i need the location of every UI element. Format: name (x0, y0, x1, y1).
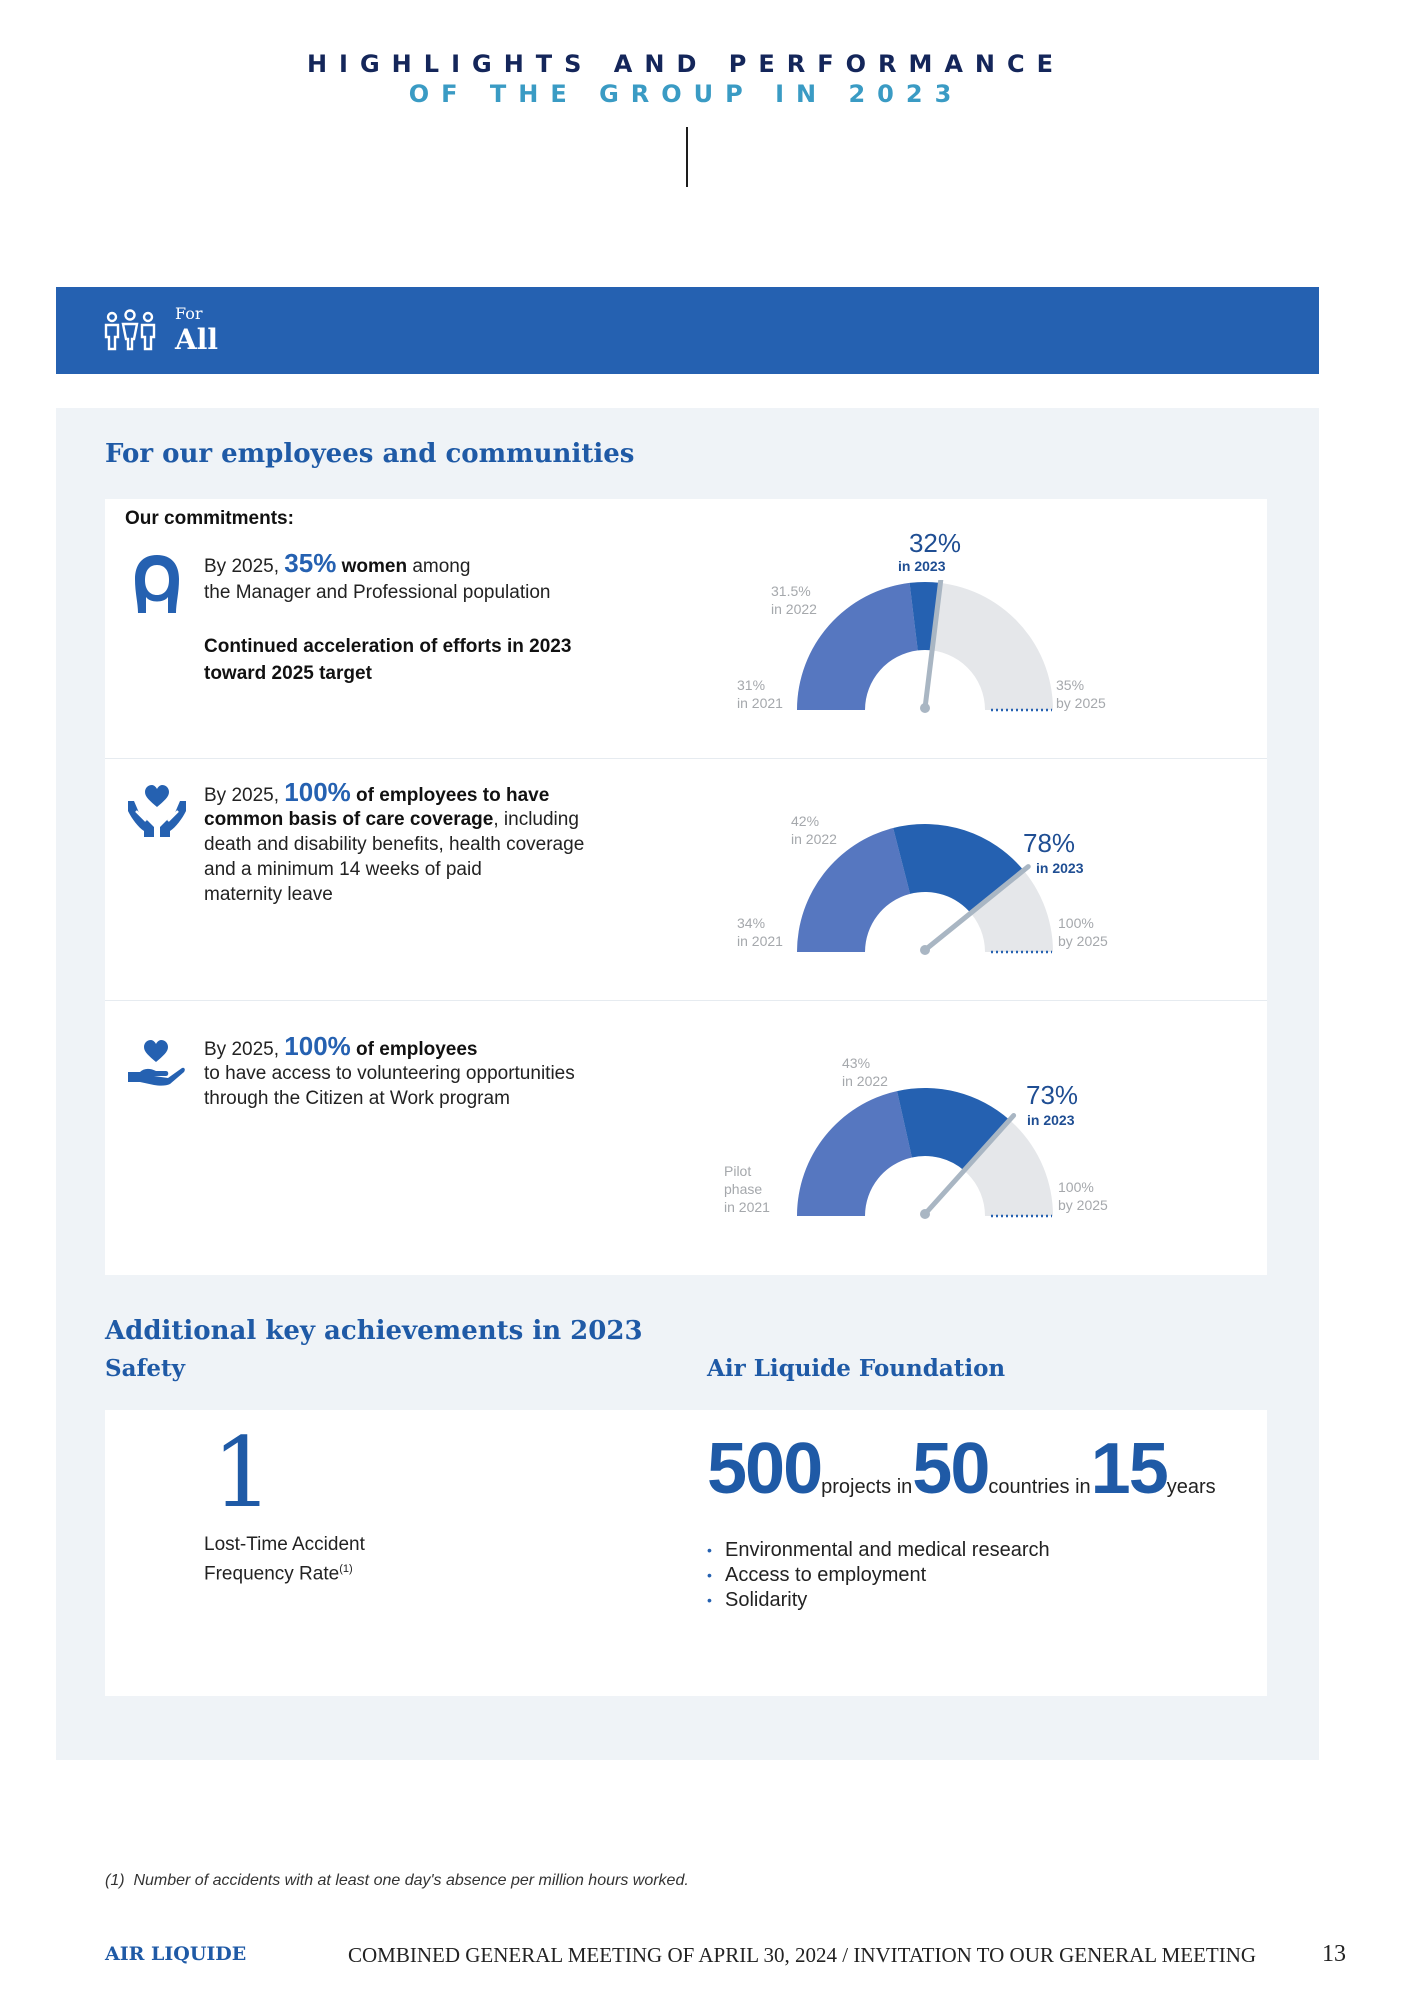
volunteering-gauge (795, 1086, 1055, 1226)
gauge-1-current-year: in 2023 (898, 558, 946, 574)
employees-section-title: For our employees and communities (105, 439, 635, 469)
gauge-2-target-label: 100% by 2025 (1058, 915, 1108, 949)
gauge-3-start-label: Pilot phase in 2021 (724, 1163, 770, 1215)
three-people-icon (104, 309, 156, 353)
commitment-1-note-1: Continued acceleration of efforts in 2023 (204, 636, 572, 657)
gauge-2-prev-label: 42% in 2022 (791, 813, 837, 847)
gauge-3-current-value: 73% (1026, 1080, 1079, 1110)
commitment-2-line-3: death and disability benefits, health coverage (204, 834, 585, 855)
achievements-title: Additional key achievements in 2023 (105, 1316, 643, 1346)
header-line-1: HIGHLIGHTS AND PERFORMANCE (306, 50, 1066, 78)
foundation-countries-count: 50 (912, 1429, 989, 1509)
commitment-2-line-1: By 2025, 100% of employees to have (204, 777, 550, 807)
commitment-1-note-2: toward 2025 target (204, 663, 372, 684)
foundation-title: Air Liquide Foundation (707, 1355, 1006, 1382)
row-divider (105, 1000, 1267, 1001)
commitment-3-line-1: By 2025, 100% of employees (204, 1031, 478, 1061)
foundation-years-count: 15 (1090, 1429, 1167, 1509)
safety-title: Safety (105, 1355, 186, 1382)
woman-icon (132, 553, 182, 615)
header-line-2: OF THE GROUP IN 2023 (408, 80, 964, 108)
commitments-label: Our commitments: (125, 508, 294, 529)
gauge-1-prev-label: 31.5% in 2022 (771, 583, 817, 617)
commitment-1-line-1: By 2025, 35% women among (204, 548, 471, 578)
gauge-needle-hub (920, 703, 930, 713)
foundation-bullets (707, 1538, 1050, 1613)
safety-label-line-2: Frequency Rate$^{(1)}$ (204, 1563, 353, 1585)
banner-kicker: For (175, 304, 203, 323)
header-divider (686, 127, 688, 187)
gauge-needle-hub (920, 1209, 930, 1219)
gauge-needle-hub (920, 945, 930, 955)
commitment-3-line-2: to have access to volunteering opportunities (204, 1063, 575, 1084)
gauge-2-current-year: in 2023 (1036, 860, 1084, 876)
footer-meeting-title: COMBINED GENERAL MEETING OF APRIL 30, 2024 / INVITATION TO OUR GENERAL MEETING (348, 1943, 1257, 1967)
foundation-projects-count: 500 (707, 1429, 822, 1509)
safety-label-line-1: Lost-Time Accident (204, 1534, 365, 1555)
commitment-2-line-5: maternity leave (204, 884, 333, 905)
women-share-gauge (795, 580, 1055, 720)
list-item: • Solidarity (707, 1588, 1050, 1613)
footnote: (1) Number of accidents with at least one day's absence per million hours worked. (105, 1872, 689, 1889)
hand-heart-icon (126, 1038, 186, 1088)
commitment-2-line-2: common basis of care coverage, including (204, 809, 579, 830)
brand-logo-text: AIR LIQUIDE (105, 1943, 247, 1965)
gauge-2-current-value: 78% (1023, 828, 1076, 858)
commitment-2-line-4: and a minimum 14 weeks of paid (204, 859, 482, 880)
banner-title: All (175, 323, 218, 356)
gauge-2-start-label: 34% in 2021 (737, 915, 783, 949)
gauge-1-target-label: 35% by 2025 (1056, 677, 1106, 711)
gauge-prev-arc (797, 1091, 912, 1216)
safety-value: 1 (212, 1417, 274, 1529)
foundation-stats: 500projects in50countries in15years (707, 1429, 1216, 1509)
list-item: • Access to employment (707, 1563, 1050, 1588)
row-divider (105, 758, 1267, 759)
gauge-3-prev-label: 43% in 2022 (842, 1055, 888, 1089)
gauge-1-current-value: 32% (908, 528, 962, 558)
section-banner (56, 287, 1319, 374)
gauge-1-start-label: 31% in 2021 (737, 677, 783, 711)
gauge-3-current-year: in 2023 (1027, 1112, 1075, 1128)
commitment-3-line-3: through the Citizen at Work program (204, 1088, 510, 1109)
heart-hands-icon (126, 783, 188, 839)
page-number: 13 (1322, 1941, 1346, 1967)
list-item: • Environmental and medical research (707, 1538, 1050, 1563)
commitment-1-line-2: the Manager and Professional population (204, 582, 551, 603)
gauge-3-target-label: 100% by 2025 (1058, 1179, 1108, 1213)
